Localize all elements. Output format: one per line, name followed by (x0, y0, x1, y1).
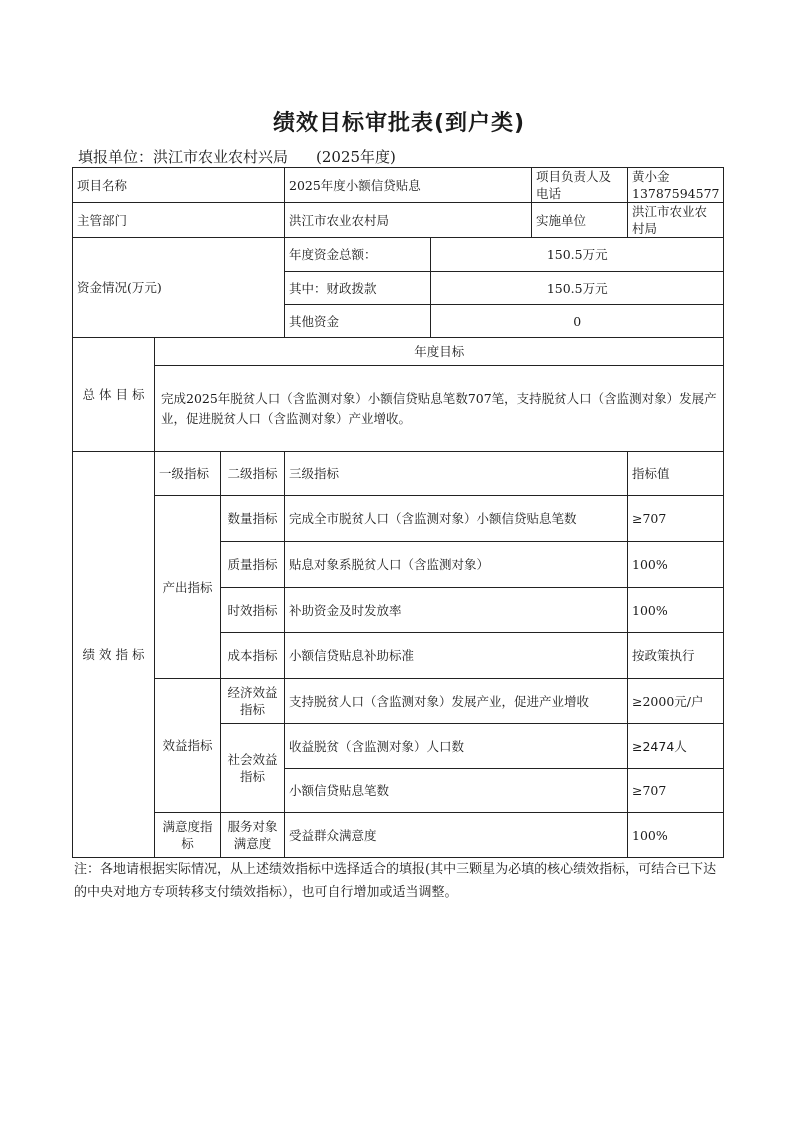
satisfaction-value: 100% (628, 813, 724, 858)
funds-total-label: 年度资金总额： (285, 238, 431, 272)
impl-label: 实施单位 (532, 203, 628, 238)
col-value: 指标值 (628, 452, 724, 496)
owner-value: 黄小金13787594577 (628, 168, 724, 203)
dept-row (73, 203, 724, 238)
social2-value: ≥707 (628, 769, 724, 813)
col-level3: 三级指标 (285, 452, 628, 496)
timeliness-value: 100% (628, 588, 724, 633)
project-row (73, 168, 724, 203)
funds-total-value: 150.5万元 (431, 238, 724, 272)
quality-value: 100% (628, 542, 724, 588)
social1-l3: 收益脱贫（含监测对象）人口数 (285, 724, 628, 769)
quantity-l2: 数量指标 (221, 496, 285, 542)
indicator-row-economic (73, 679, 724, 724)
funds-other-value: 0 (431, 305, 724, 338)
funds-label: 资金情况(万元) (73, 238, 285, 338)
footnote: 注：各地请根据实际情况，从上述绩效指标中选择适合的填报(其中三颗星为必填的核心绩效指标，可结合已下达的中央对地方专项转移支付绩效指标），也可自行增加或适当调整。 (74, 862, 717, 900)
col-level2: 二级指标 (221, 452, 285, 496)
funds-other-label: 其他资金 (285, 305, 431, 338)
impl-value: 洪江市农业农村局 (628, 203, 724, 238)
social2-l3: 小额信贷贴息笔数 (285, 769, 628, 813)
funds-fiscal-label: 其中：财政拨款 (285, 272, 431, 305)
project-name-label: 项目名称 (73, 168, 285, 203)
overall-goal-label: 总 体 目 标 (73, 338, 155, 452)
satisfaction-indicator-label: 满意度指标 (155, 813, 221, 858)
quality-l2: 质量指标 (221, 542, 285, 588)
economic-l2: 经济效益指标 (221, 679, 285, 724)
funds-row-total (73, 238, 724, 272)
funds-fiscal-value: 150.5万元 (431, 272, 724, 305)
annual-target-label: 年度目标 (155, 338, 724, 366)
indicator-row-satisfaction (73, 813, 724, 858)
quantity-value: ≥707 (628, 496, 724, 542)
cost-value: 按政策执行 (628, 633, 724, 679)
indicator-header-row (73, 452, 724, 496)
social1-value: ≥2474人 (628, 724, 724, 769)
benefit-indicator-label: 效益指标 (155, 679, 221, 813)
dept-label: 主管部门 (73, 203, 285, 238)
reporting-unit-label: 填报单位：洪江市农业农村兴局 (78, 148, 289, 166)
report-year: (2025年度) (316, 148, 396, 166)
output-indicator-label: 产出指标 (155, 496, 221, 679)
page-title: 绩效目标审批表(到户类) (272, 111, 526, 136)
project-name: 2025年度小额信贷贴息 (285, 168, 532, 203)
performance-indicators-label: 绩 效 指 标 (73, 452, 155, 858)
owner-label: 项目负责人及电话 (532, 168, 628, 203)
reporting-unit (78, 146, 396, 167)
economic-value: ≥2000元/户 (628, 679, 724, 724)
cost-l2: 成本指标 (221, 633, 285, 679)
dept-value: 洪江市农业农村局 (285, 203, 532, 238)
col-level1: 一级指标 (155, 452, 221, 496)
approval-table (72, 167, 724, 858)
cost-l3: 小额信贷贴息补助标准 (285, 633, 628, 679)
timeliness-l3: 补助资金及时发放率 (285, 588, 628, 633)
quantity-l3: 完成全市脱贫人口（含监测对象）小额信贷贴息笔数 (285, 496, 628, 542)
economic-l3: 支持脱贫人口（含监测对象）发展产业，促进产业增收 (285, 679, 628, 724)
satisfaction-l3: 受益群众满意度 (285, 813, 628, 858)
overall-header-row (73, 338, 724, 366)
social-l2: 社会效益指标 (221, 724, 285, 813)
overall-text-row (73, 366, 724, 452)
quality-l3: 贴息对象系脱贫人口（含监测对象） (285, 542, 628, 588)
annual-target-text: 完成2025年脱贫人口（含监测对象）小额信贷贴息笔数707笔，支持脱贫人口（含监测对象）发展产业，促进脱贫人口（含监测对象）产业增收。 (155, 366, 724, 452)
service-l2: 服务对象满意度 (221, 813, 285, 858)
timeliness-l2: 时效指标 (221, 588, 285, 633)
indicator-row-quantity (73, 496, 724, 542)
